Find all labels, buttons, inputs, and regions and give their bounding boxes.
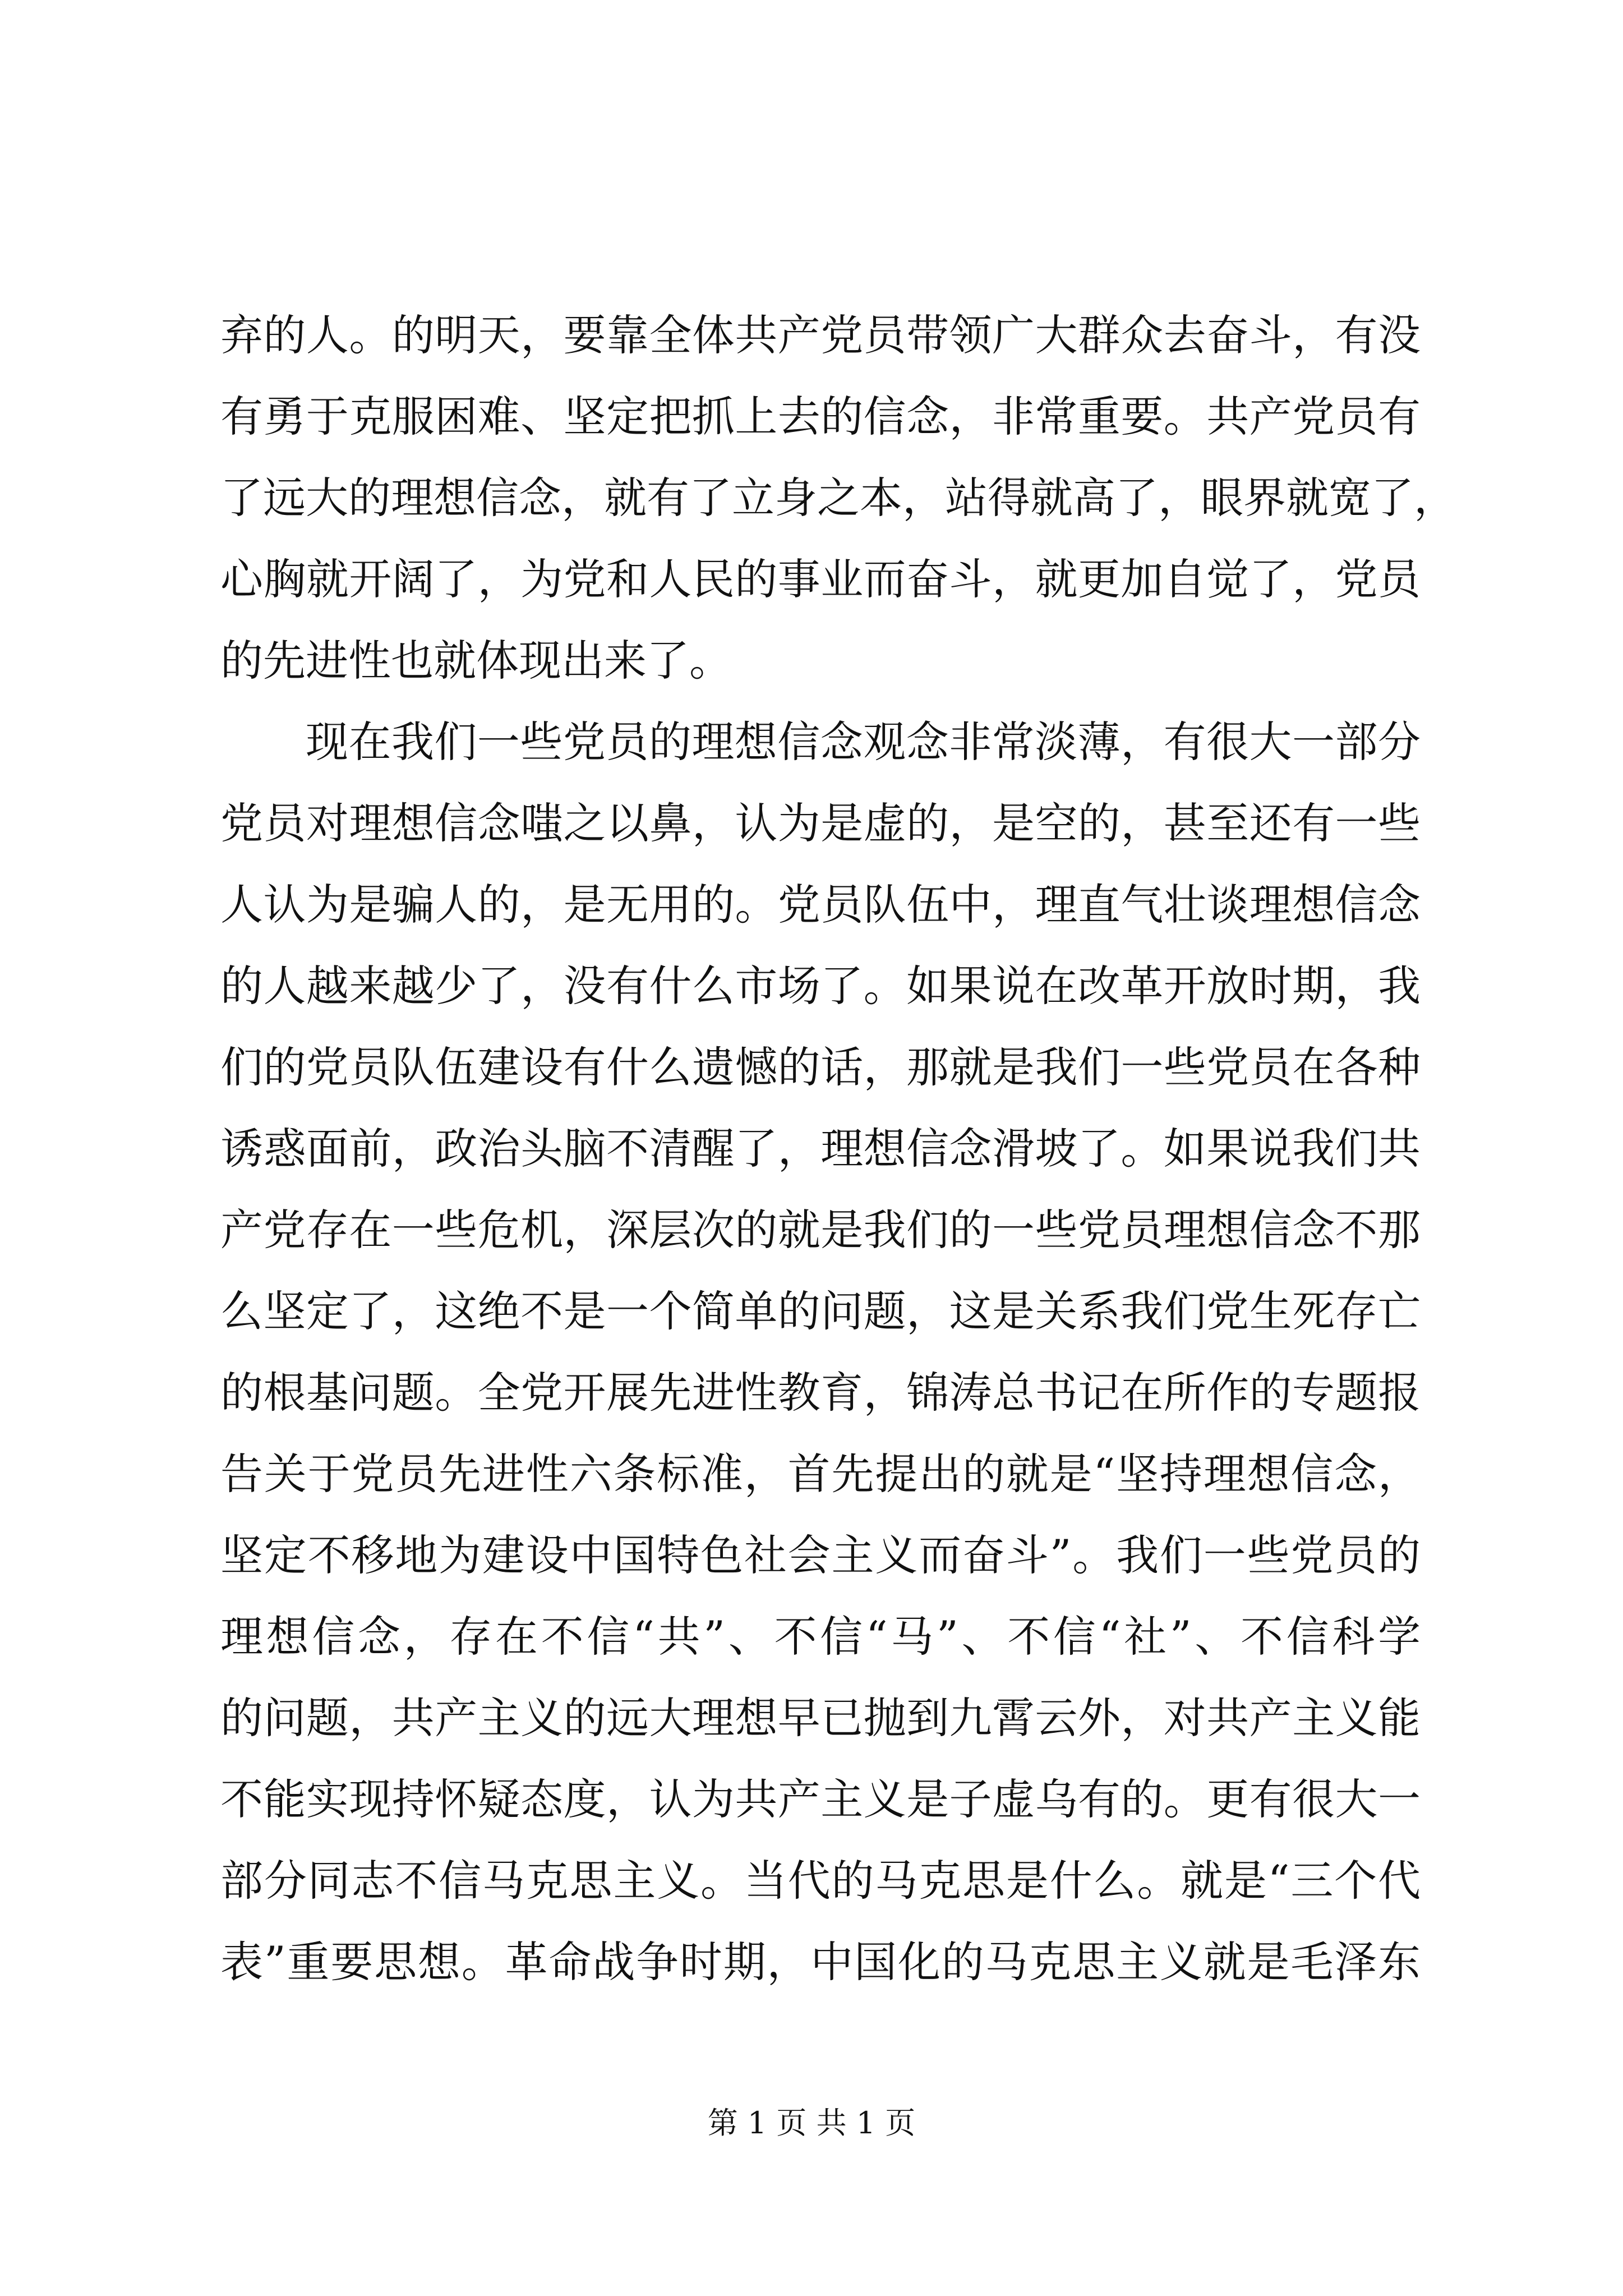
text-line: 弃的人。的明天，要靠全体共产党员带领广大群众去奋斗，有没 xyxy=(220,310,1421,360)
text-line: 不能实现持怀疑态度，认为共产主义是子虚乌有的。更有很大一 xyxy=(220,1774,1421,1824)
text-line: 现在我们一些党员的理想信念观念非常淡薄，有很大一部分 xyxy=(306,717,1421,767)
text-line: 的人越来越少了，没有什么市场了。如果说在改革开放时期，我 xyxy=(220,961,1421,1011)
text-line: 诱惑面前，政治头脑不清醒了，理想信念滑坡了。如果说我们共 xyxy=(220,1124,1421,1174)
text-line: 坚定不移地为建设中国特色社会主义而奋斗”。我们一些党员的 xyxy=(220,1530,1421,1580)
text-line: 的根基问题。全党开展先进性教育，锦涛总书记在所作的专题报 xyxy=(220,1368,1421,1418)
text-line: 心胸就开阔了，为党和人民的事业而奋斗，就更加自觉了，党员 xyxy=(220,554,1421,604)
text-line: 么坚定了，这绝不是一个简单的问题，这是关系我们党生死存亡 xyxy=(220,1286,1421,1336)
text-line: 有勇于克服困难、坚定把抓上去的信念，非常重要。共产党员有 xyxy=(220,392,1421,441)
text-line: 党员对理想信念嗤之以鼻，认为是虚的，是空的，甚至还有一些 xyxy=(220,798,1421,848)
text-line: 的问题，共产主义的远大理想早已抛到九霄云外，对共产主义能 xyxy=(220,1693,1421,1743)
text-line: 部分同志不信马克思主义。当代的马克思是什么。就是“三个代 xyxy=(220,1856,1421,1906)
page-footer xyxy=(0,2101,1623,2146)
text-line: 的先进性也就体现出来了。 xyxy=(220,636,732,685)
text-line: 产党存在一些危机，深层次的就是我们的一些党员理想信念不那 xyxy=(220,1205,1421,1255)
text-line: 告关于党员先进性六条标准，首先提出的就是“坚持理想信念， xyxy=(220,1449,1421,1499)
text-line: 们的党员队伍建设有什么遗憾的话，那就是我们一些党员在各种 xyxy=(220,1042,1421,1092)
text-line: 表”重要思想。革命战争时期，中国化的马克思主义就是毛泽东 xyxy=(220,1937,1421,1987)
document-body xyxy=(220,295,1456,2003)
text-line: 了远大的理想信念，就有了立身之本，站得就高了，眼界就宽了， xyxy=(220,473,1456,523)
text-line: 理想信念，存在不信“共”、不信“马”、不信“社”、不信科学 xyxy=(220,1612,1421,1662)
text-line: 人认为是骗人的，是无用的。党员队伍中，理直气壮谈理想信念 xyxy=(220,880,1421,930)
page-number-label: 第 1 页 共 1 页 xyxy=(707,2105,916,2141)
